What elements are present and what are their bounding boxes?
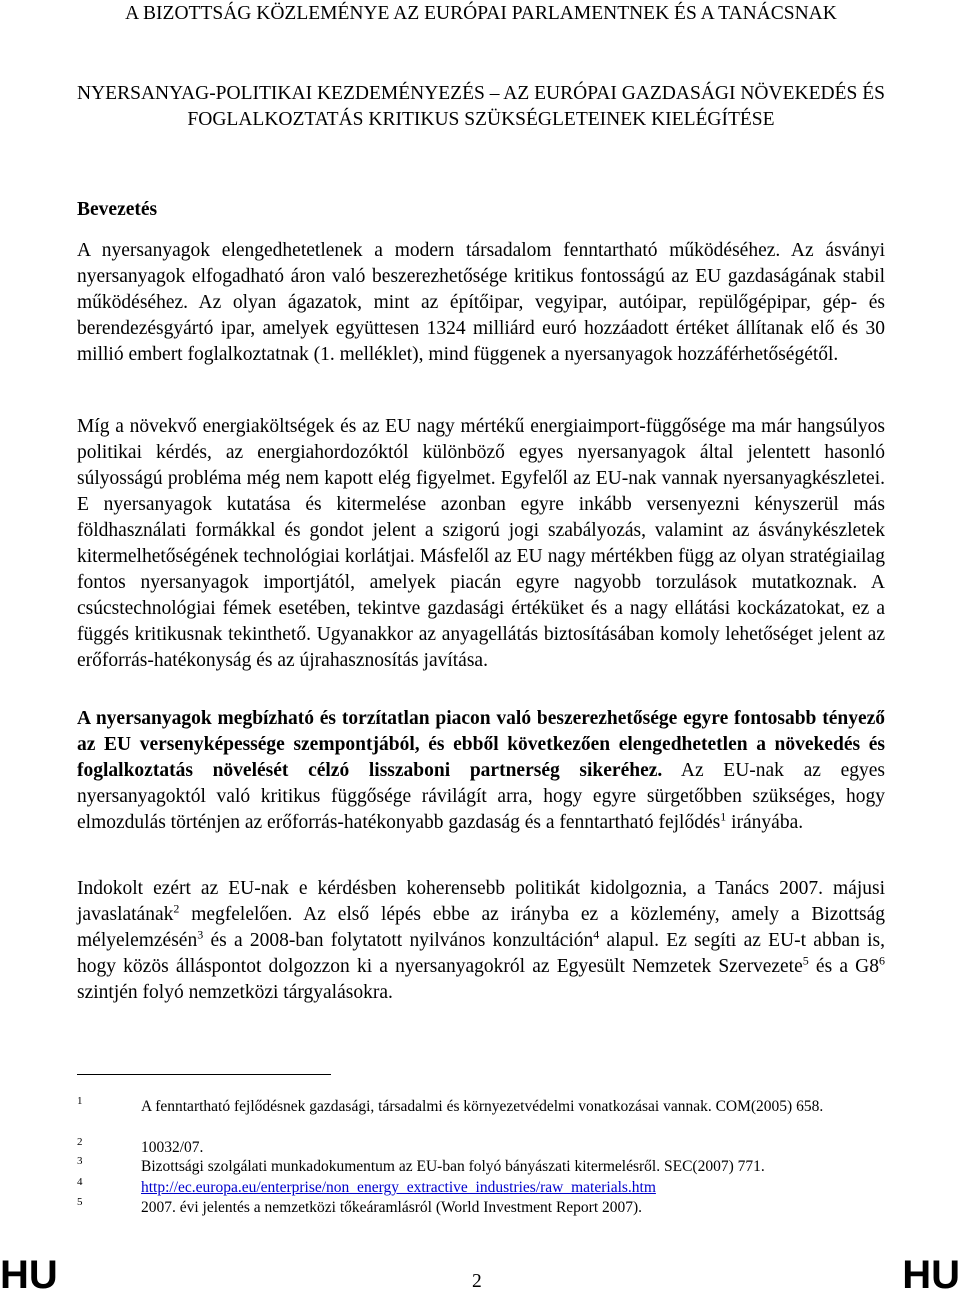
paragraph-4-part: szintjén folyó nemzetközi tárgyalásokra. <box>77 982 393 1003</box>
paragraph-1: A nyersanyagok elengedhetetlenek a modern társadalom fenntartható működéséhez. Az ásványi nyersanyagok elfogadható áron való beszerezhetősége kritikus fontosságú az EU gazdaságának stabil működéséhez. Az olyan ágazatok, mint az építőipar, vegyipar, autóipar, repülőgépipar, gép- és berendezésgyártó ipar, amelyek együttesen 1324 milliárd euró hozzáadott értéket állítanak elő és 30 millió embert foglalkoztatnak (1. melléklet), mind függenek a nyersanyagok hozzáférhetőségétől. <box>77 240 885 365</box>
footnote-ref-6[interactable]: 6 <box>879 953 885 968</box>
document-subtitle: NYERSANYAG-POLITIKAI KEZDEMÉNYEZÉS – AZ EURÓPAI GAZDASÁGI NÖVEKEDÉS ÉS FOGLALKOZTATÁS KRITIKUS SZÜKSÉGLETEINEK KIELÉGÍTÉSE <box>77 83 885 130</box>
footnote-ref-3[interactable]: 3 <box>197 927 204 942</box>
paragraph-4-part: alapul. Ez segíti az EU-t abban is, hogy közös álláspontot dolgozzon ki a nyersanyagokról az Egyesült Nemzetek Szervezete <box>77 930 885 977</box>
language-code-right: HU <box>902 1253 960 1297</box>
footnote-number: 4 <box>77 1176 83 1188</box>
footnote-ref-4[interactable]: 4 <box>593 927 600 942</box>
footnote-number: 3 <box>77 1155 83 1167</box>
paragraph-3-end: irányába. <box>726 812 804 833</box>
footnote-text: 10032/07. <box>141 1139 204 1156</box>
footnote-text: A fenntartható fejlődésnek gazdasági, társadalmi és környezetvédelmi vonatkozásai vannak. COM(2005) 658. <box>141 1098 824 1115</box>
footnote-number: 5 <box>77 1196 83 1208</box>
footnote-ref-1[interactable]: 1 <box>720 809 727 824</box>
paragraph-4-part: megfelelően. Az első lépés ebbe az irányba ez a közlemény, amely a Bizottság mélyelemzésén <box>77 904 885 951</box>
paragraph-3 <box>77 706 885 836</box>
page-number: 2 <box>472 1271 482 1292</box>
paragraph-4-part: és a G8 <box>808 956 879 977</box>
language-code-left: HU <box>0 1253 58 1297</box>
paragraph-3-bold: A nyersanyagok megbízható és torzítatlan piacon való beszerezhetősége egyre fontosabb tényező az EU versenyképessége szempontjából, és ebből következően elengedhetetlen a növekedés és foglalkoztatás növelését célzó lisszaboni partnerség sikeréhez. <box>77 708 885 781</box>
paragraph-4 <box>77 876 885 1006</box>
footnote-ref-5[interactable]: 5 <box>802 953 809 968</box>
document-title: A BIZOTTSÁG KÖZLEMÉNYE AZ EURÓPAI PARLAMENTNEK ÉS A TANÁCSNAK <box>125 3 837 24</box>
section-heading: Bevezetés <box>77 199 158 220</box>
footnote-divider <box>77 1074 331 1075</box>
footnote-link[interactable]: http://ec.europa.eu/enterprise/non_energy_extractive_industries/raw_materials.htm <box>141 1179 656 1196</box>
paragraph-4-part: és a 2008-ban folytatott nyilvános konzultáción <box>203 930 594 951</box>
footnote-text: Bizottsági szolgálati munkadokumentum az EU-ban folyó bányászati kitermelésről. SEC(2007) 771. <box>141 1158 765 1175</box>
paragraph-4-part: Indokolt ezért az EU-nak e kérdésben koherensebb politikát kidolgoznia, a Tanács 2007. májusi javaslatának <box>77 878 885 925</box>
footnote-number: 2 <box>77 1136 83 1148</box>
paragraph-3-text: Az EU-nak az egyes nyersanyagoktól való kritikus függősége rávilágít arra, hogy egyre sürgetőbben szükséges, hogy elmozdulás történjen az erőforrás-hatékonyabb gazdaság és a fenntartható fejlődés <box>77 760 885 833</box>
footnote-number: 1 <box>77 1095 83 1107</box>
footnote-ref-2[interactable]: 2 <box>173 901 180 916</box>
paragraph-2: Míg a növekvő energiaköltségek és az EU nagy mértékű energiaimport-függősége ma már hangsúlyos politikai kérdés, az energiahordozóktól különböző egyes nyersanyagok által jelentett hasonló súlyosságú probléma még nem kapott elég figyelmet. Egyfelől az EU-nak vannak nyersanyagkészletei. E nyersanyagok kutatása és kitermelése azonban egyre inkább versenyezni kényszerül más földhasználati formákkal és gondot jelent a szigorú jogi szabályozás, valamint az ásványkészletek kitermelhetőségének technológiai korlátjai. Másfelől az EU nagy mértékben függ az olyan stratégiailag fontos nyersanyagok importjától, amelyek piacán egyre nagyobb torzulások mutatkoznak. A csúcstechnológiai fémek esetében, tekintve gazdasági értéküket és a nagy ellátási kockázatokat, ez a függés kritikusnak tekinthető. Ugyanakkor az anyagellátás biztosításában komoly lehetőséget jelent az erőforrás-hatékonyság és az újrahasznosítás javítása. <box>77 416 885 671</box>
footnote-text: 2007. évi jelentés a nemzetközi tőkeáramlásról (World Investment Report 2007). <box>141 1199 643 1216</box>
